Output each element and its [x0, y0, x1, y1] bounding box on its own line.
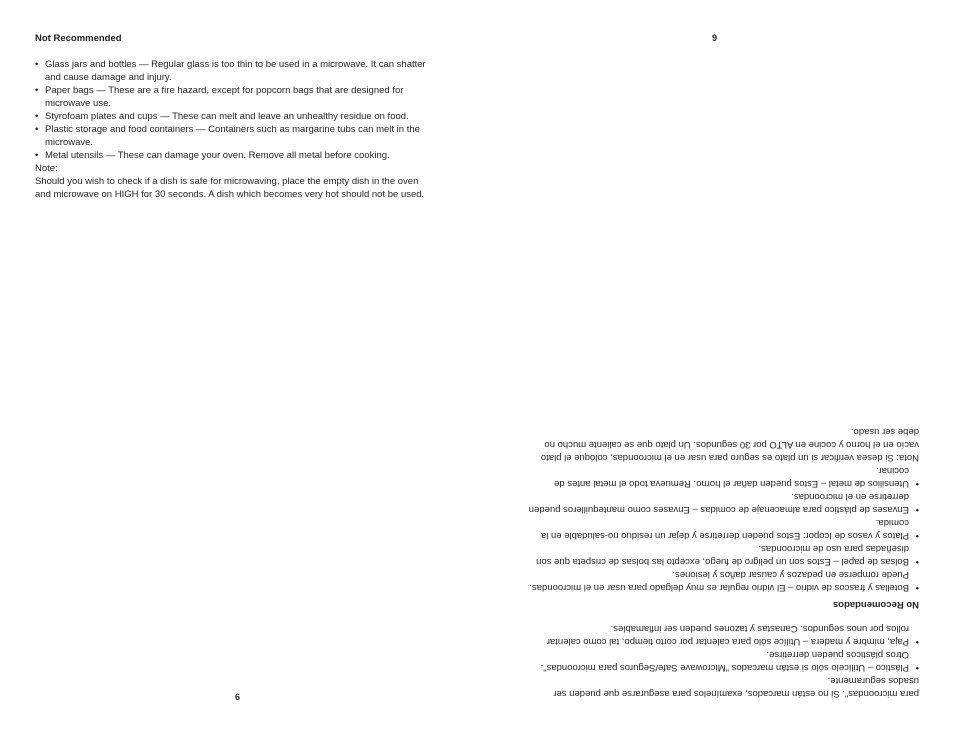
- note-label: Note:: [35, 163, 58, 174]
- list-item: • Bolsas de papel – Estos son un peligro de fuego, excepto las bolsas de crispeta que son diseñadas para uso de microondas.: [536, 543, 919, 567]
- bullet-icon: •: [915, 504, 919, 515]
- bullet-icon: •: [915, 530, 919, 541]
- list-item: • Metal utensils — These can damage your oven. Remove all metal before cooking.: [35, 150, 390, 161]
- list-item: • Platos y vasos de Icopor: Estos pueden derretirse y dejar un residuo no-saludable en la comida.: [540, 517, 919, 541]
- bullet-icon: •: [915, 582, 919, 593]
- bullet-icon: •: [35, 124, 39, 135]
- list-item: • Plastic storage and food containers — Containers such as margarine tubs can melt in the microwave.: [35, 124, 420, 148]
- bullet-icon: •: [35, 111, 39, 122]
- bullet-icon: •: [915, 556, 919, 567]
- list-item: • Plástico – Utilícelo sólo si están marcados "Microwave Safe/Seguros para microondas". Otros plásticos pueden derretirse.: [540, 649, 919, 673]
- bullet-icon: •: [915, 636, 919, 647]
- list-item: • Botellas y frascos de vidrio – El vidrio regular es muy delgado para usar en el microondas. Puede romperse en pedazos y causar daños y lesiones.: [529, 569, 919, 593]
- bullet-icon: •: [35, 59, 39, 70]
- spanish-note: Nota: Si desea verificar si un plato es seguro para usar en el microondas, colóque el plato vacío en el horno y cocine en ALTO por 30 segundos. Un plato que se caliente mucho no debe ser usado.: [540, 426, 919, 463]
- page-number: 6: [235, 692, 241, 702]
- bullet-icon: •: [915, 478, 919, 489]
- note-text: Should you wish to check if a dish is safe for microwaving, place the empty dish in the oven and microwave on HIGH for 30 seconds. A dish which becomes very hot should not be used.: [35, 176, 425, 200]
- bullet-icon: •: [35, 150, 39, 161]
- list-item: • Styrofoam plates and cups — These can melt and leave an unhealthy residue on food.: [35, 111, 409, 122]
- spanish-top-list: [526, 622, 919, 674]
- spanish-list: [526, 425, 919, 594]
- list-item: • Paja, mimbre y madera – Utilíce sólo para calentar por corto tiempo, tal como calentar rollos por unos segundos. Canastas y tazones pueden ser inflamables.: [546, 623, 919, 647]
- list-item: • Glass jars and bottles — Regular glass is too thin to be used in a microwave. It can shatter and cause damage and injury.: [35, 59, 426, 83]
- spanish-heading: No Recomendados: [832, 599, 919, 610]
- section-heading: Not Recommended: [35, 33, 122, 44]
- list-item: • Utensilios de metal – Estos pueden dañar el horno. Remueva todo el metal antes de cocinar.: [554, 465, 919, 489]
- list-item: • Envases de plástico para almacenaje de comidas – Envases como mantequilleros pueden derretirse en el microondas.: [528, 491, 919, 515]
- spanish-intro: para microondas". Si no están marcados, examínelos para asegurarse que pueden ser usados seguramente.: [553, 675, 919, 699]
- list-item: • Paper bags — These are a fire hazard, except for popcorn bags that are designed for microwave use.: [35, 85, 404, 109]
- page-number-right: 9: [712, 33, 718, 43]
- bullet-icon: •: [35, 85, 39, 96]
- bullet-icon: •: [915, 662, 919, 673]
